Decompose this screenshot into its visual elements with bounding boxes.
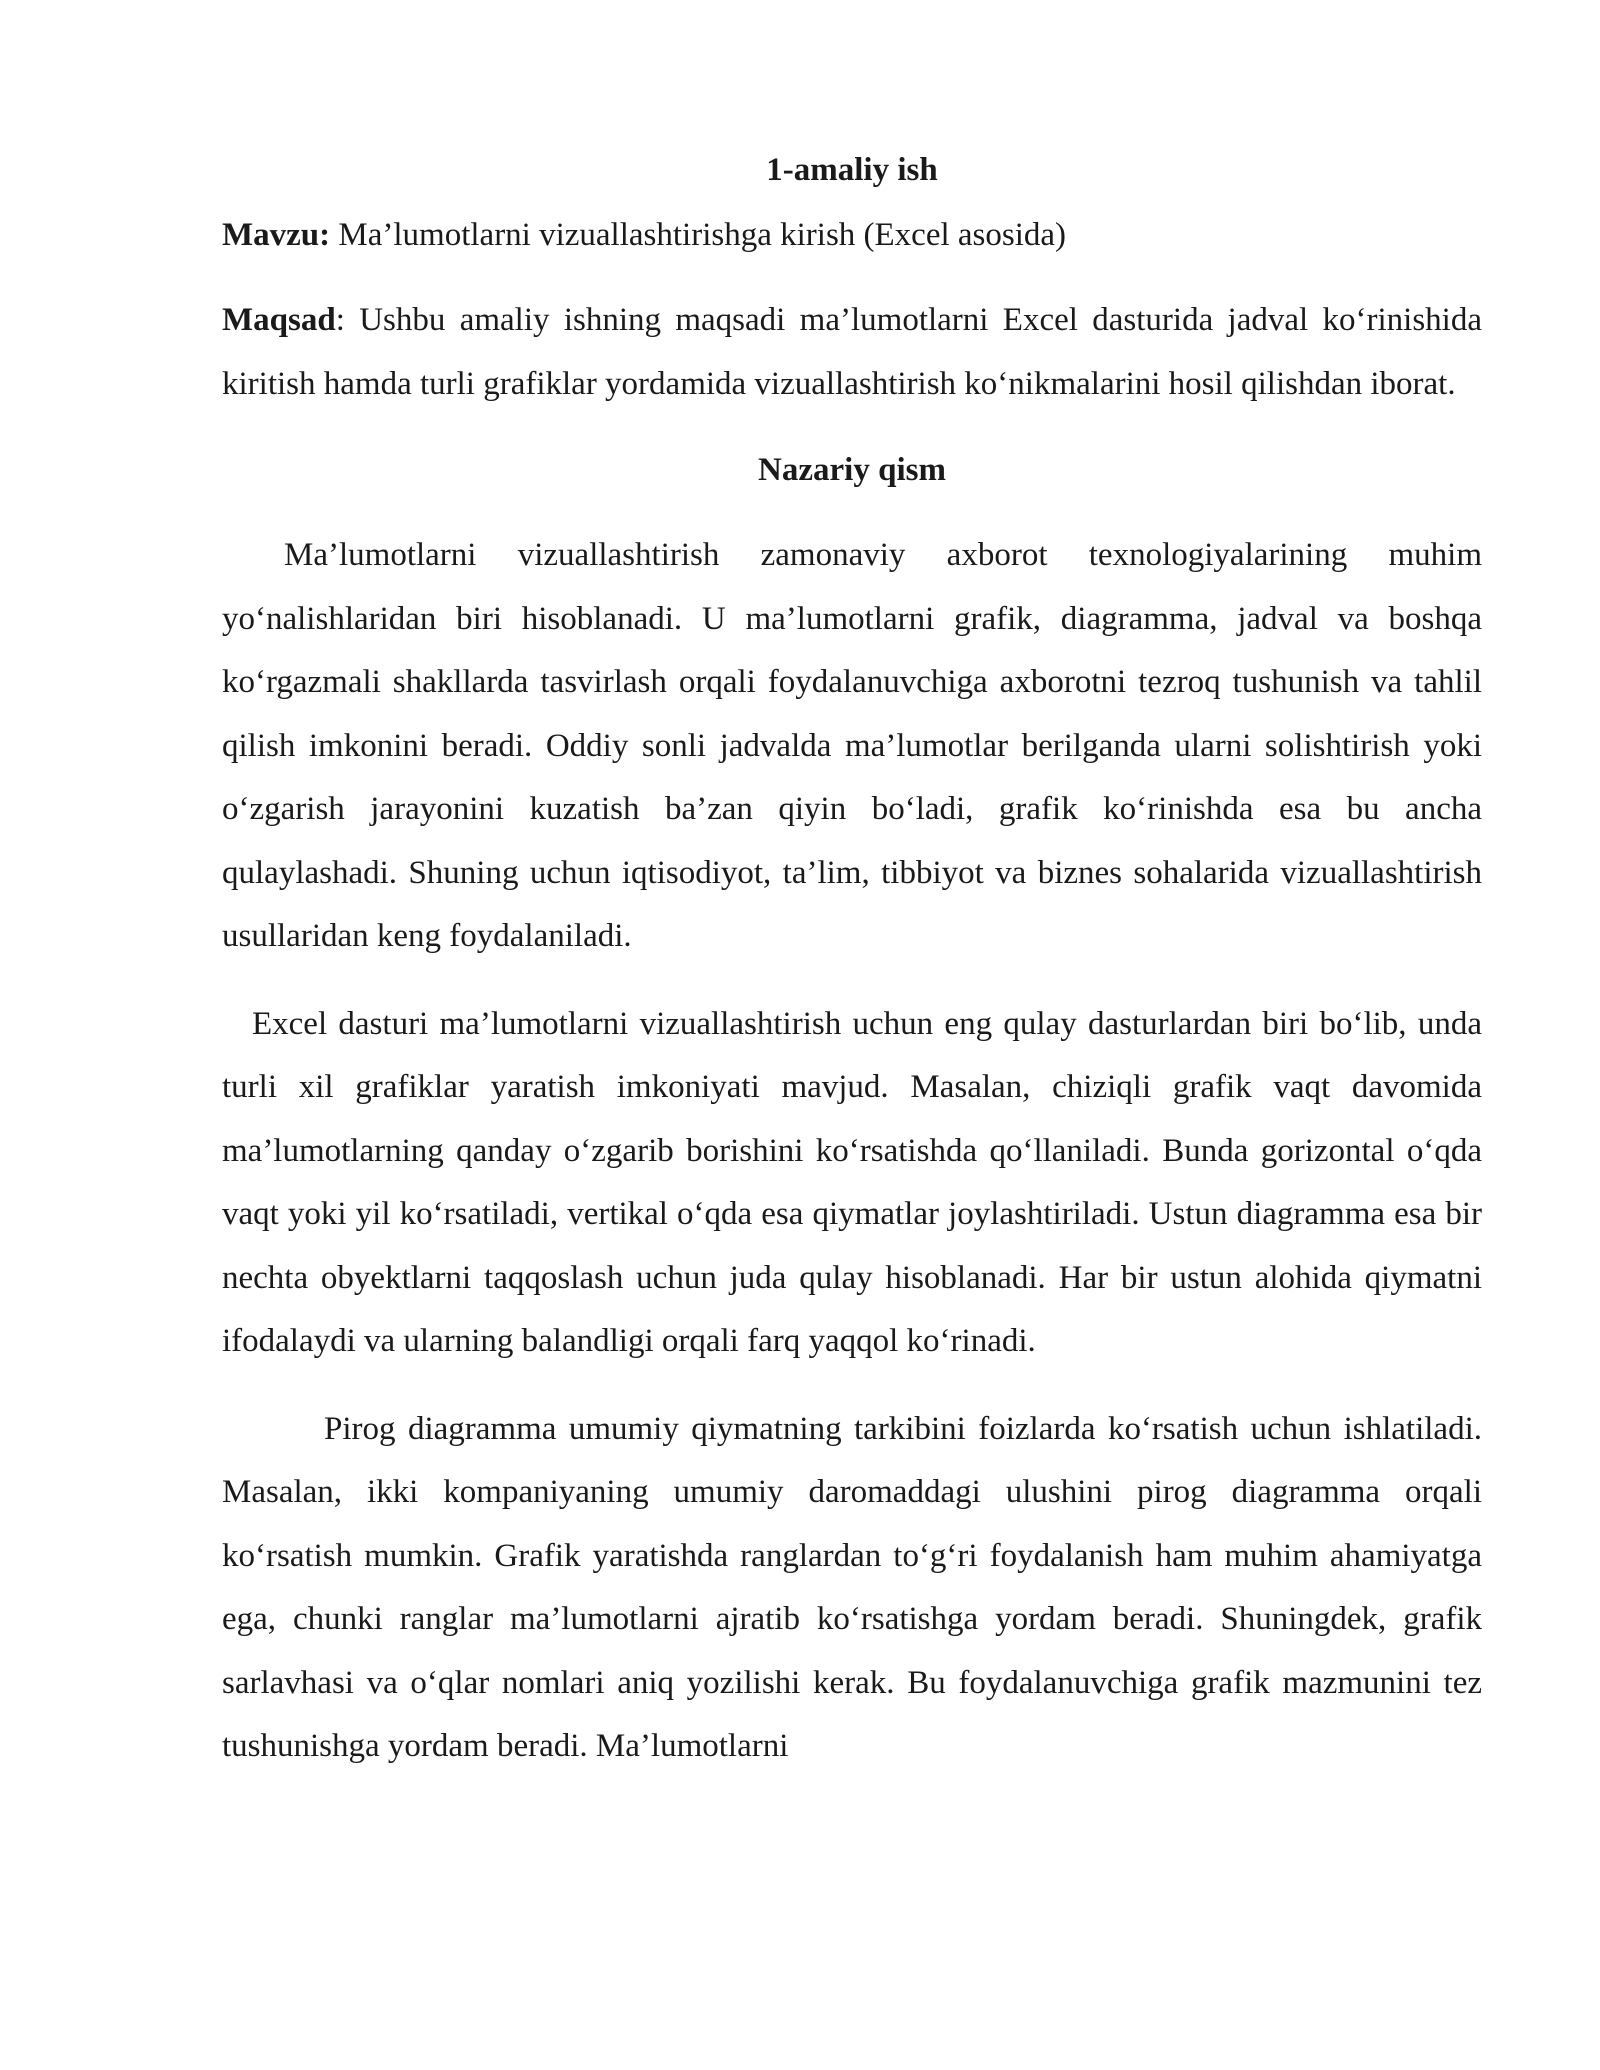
topic-text: Ma’lumotlarni vizuallashtirishga kirish (Excel asosida) (330, 217, 1067, 253)
document-body (222, 148, 1482, 1779)
section-title: Nazariy qism (758, 452, 946, 488)
goal-label: Maqsad (222, 302, 336, 338)
topic-line (222, 212, 1482, 258)
goal-paragraph (222, 288, 1482, 416)
body-paragraph: Excel dasturi ma’lumotlarni vizuallashtirish uchun eng qulay dasturlardan biri bo‘lib, unda turli xil grafiklar yaratish imkoniyati mavjud. Masalan, chiziqli grafik vaqt davomida ma’lumotlarning qanday o‘zgarib borishini ko‘rsatishda qo‘llaniladi. Bunda gorizontal o‘qda vaqt yoki yil ko‘rsatiladi, vertikal o‘qda esa qiymatlar joylashtiriladi. Ustun diagramma esa bir nechta obyektlarni taqqoslash uchun juda qulay hisoblanadi. Har bir ustun alohida qiymatni ifodalaydi va ularning balandligi orqali farq yaqqol ko‘rinadi. (222, 1005, 1482, 1359)
body-paragraph: Pirog diagramma umumiy qiymatning tarkibini foizlarda ko‘rsatish uchun ishlatiladi. Masalan, ikki kompaniyaning umumiy daromaddagi ulushini pirog diagramma orqali ko‘rsatish mumkin. Grafik yaratishda ranglardan to‘g‘ri foydalanish ham muhim ahamiyatga ega, chunki ranglar ma’lumotlarni ajratib ko‘rsatishga yordam beradi. Shuningdek, grafik sarlavhasi va o‘qlar nomlari aniq yozilishi kerak. Bu foydalanuvchiga grafik mazmunini tez tushunishga yordam beradi. Ma’lumotlarni (222, 1410, 1482, 1764)
document-title: 1-amaliy ish (766, 152, 938, 188)
goal-text: : Ushbu amaliy ishning maqsadi ma’lumotlarni Excel dasturida jadval ko‘rinishida kiritish hamda turli grafiklar yordamida vizuallashtirish ko‘nikmalarini hosil qilishdan iborat. (222, 302, 1482, 402)
topic-label: Mavzu: (222, 217, 331, 253)
body-paragraph: Ma’lumotlarni vizuallashtirish zamonaviy axborot texnologiyalarining muhim yo‘nalishlaridan biri hisoblanadi. U ma’lumotlarni grafik, diagramma, jadval va boshqa ko‘rgazmali shakllarda tasvirlash orqali foydalanuvchiga axborotni tezroq tushunish va tahlil qilish imkonini beradi. Oddiy sonli jadvalda ma’lumotlar berilganda ularni solishtirish yoki o‘zgarish jarayonini kuzatish ba’zan qiyin bo‘ladi, grafik ko‘rinishda esa bu ancha qulaylashadi. Shuning uchun iqtisodiyot, ta’lim, tibbiyot va biznes sohalarida vizuallashtirish usullaridan keng foydalaniladi. (222, 537, 1482, 954)
